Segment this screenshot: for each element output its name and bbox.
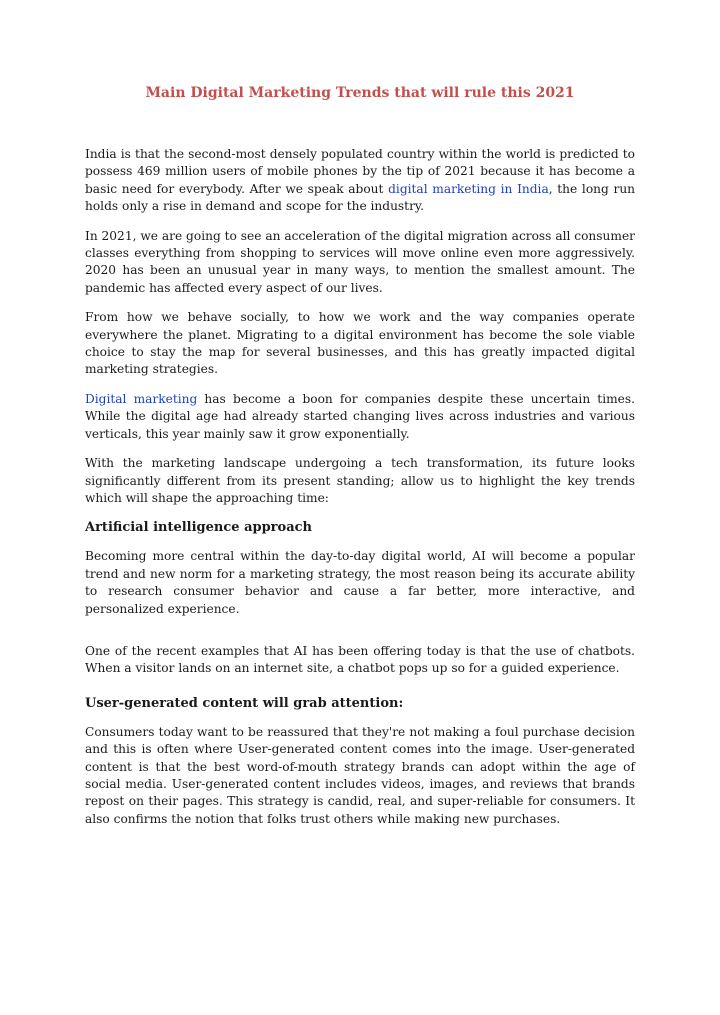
document-page [0,84,720,1015]
paragraph-behave: From how we behave socially, to how we work and the way companies operate everywhere the planet. Migrating to a digital environment has become the sole viable choice to stay the map for several businesses, and this has greatly impacted digital marketing strategies. [85,310,635,377]
paragraph-landscape: With the marketing landscape undergoing a tech transformation, its future looks significantly different from its present standing; allow us to highlight the key trends which will shape the approaching time: [85,456,635,505]
paragraph-2021: In 2021, we are going to see an acceleration of the digital migration across all consumer classes everything from shopping to services will move online even more aggressively. 2020 has been an unusual year in many ways, to mention the smallest amount. The pandemic has affected every aspect of our lives. [85,228,635,295]
document-title: Main Digital Marketing Trends that will rule this 2021 [145,85,575,101]
paragraph-intro-text-1: India is that the second-most densely populated country within the world is predicted to possess 469 million users of mobile phones by the tip of 2021 because it has become a basic need for everybody. After we speak about [85,147,635,196]
spacer [85,635,635,643]
paragraph-boon-text: has become a boon for companies despite these uncertain times. While the digital age had already started changing lives across industries and various verticals, this year mainly saw it grow exponentially. [85,391,636,441]
heading-ugc: User-generated content will grab attention: [85,695,404,711]
heading-ai: Artificial intelligence approach [85,520,312,536]
digital-marketing-india-link[interactable]: digital marketing in India [388,181,549,196]
document-body [85,146,635,828]
paragraph-boon [85,391,635,443]
paragraph-chatbots: One of the recent examples that AI has been offering today is that the use of chatbots. When a visitor lands on an internet site, a chatbot pops up so for a guided experience. [85,643,635,676]
paragraph-ai: Becoming more central within the day-to-day digital world, AI will become a popular trend and new norm for a marketing strategy, the most reason being its accurate ability to research consumer behavior and cause a far better, more interactive, and personalized experience. [85,549,635,616]
paragraph-ugc: Consumers today want to be reassured that they're not making a foul purchase decision and this is often where User-generated content comes into the image. User-generated content is that the best word-of-mouth strategy brands can adopt within the age of social media. User-generated content includes videos, images, and reviews that brands repost on their pages. This strategy is candid, real, and super-reliable for consumers. It also confirms the notion that folks trust others while making new purchases. [85,724,635,826]
digital-marketing-link[interactable]: Digital marketing [85,391,198,406]
paragraph-intro [85,146,635,216]
paragraph-intro-text-2: , the long run holds only a rise in demand and scope for the industry. [85,181,636,214]
